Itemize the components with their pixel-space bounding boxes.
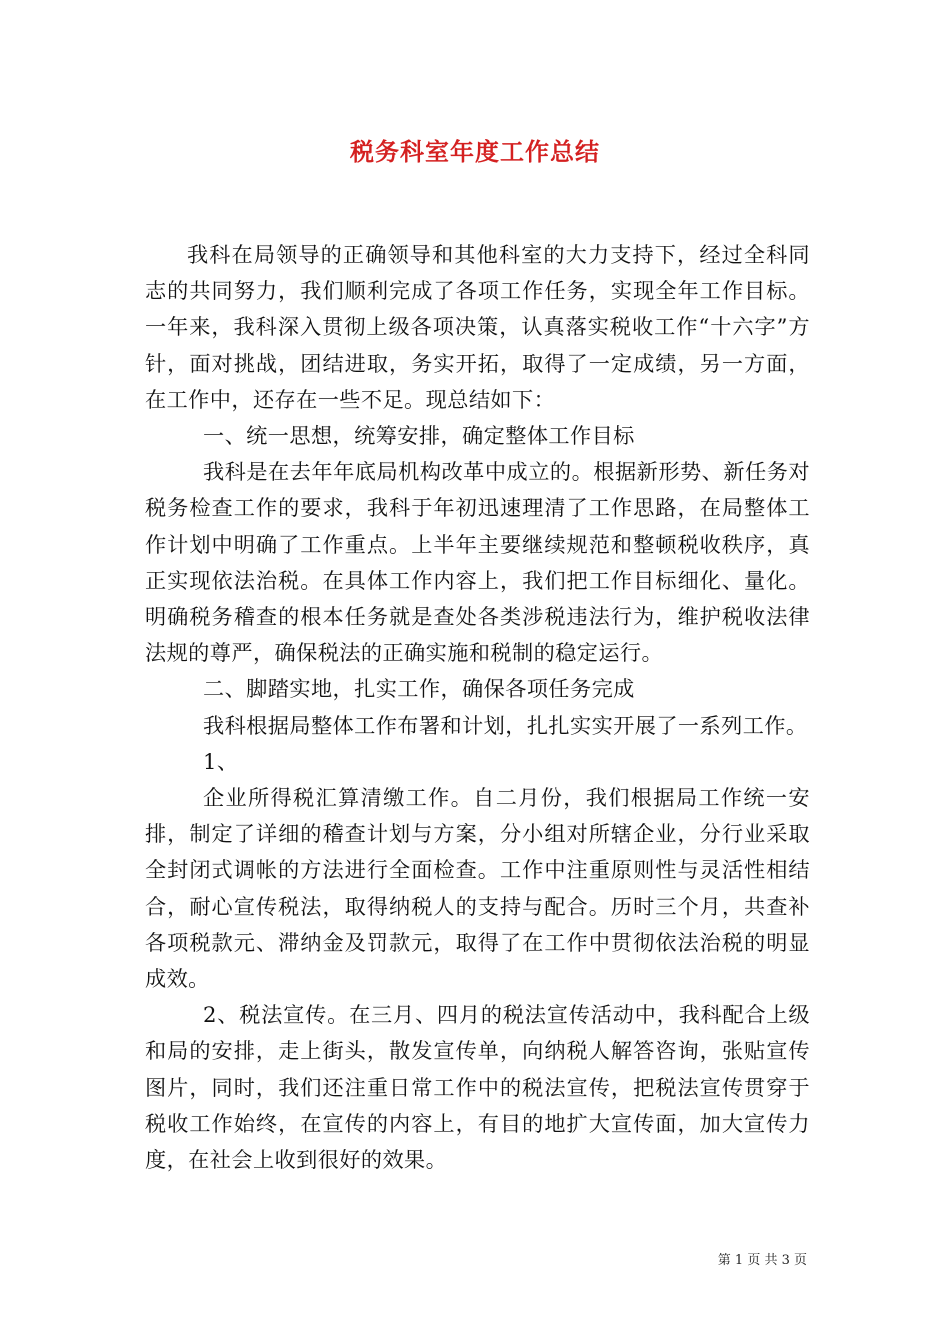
section-heading-1: 一、统一思想，统筹安排，确定整体工作目标 bbox=[203, 423, 635, 449]
intro-paragraph: 我科在局领导的正确领导和其他科室的大力支持下，经过全科同志的共同努力，我们顺利完成了各项工作任务，实现全年工作目标。一年来，我科深入贯彻上级各项决策，认真落实税收工作“十六字”方针，面对挑战，团结进取，务实开拓，取得了一定成绩，另一方面，在工作中，还存在一些不足。现总结如下： bbox=[145, 242, 810, 412]
document-body bbox=[145, 237, 810, 1178]
section-2-intro-paragraph: 我科根据局整体工作布署和计划，扎扎实实开展了一系列工作。 bbox=[203, 712, 808, 738]
item-1-paragraph: 企业所得税汇算清缴工作。自二月份，我们根据局工作统一安排，制定了详细的稽查计划与方案，分小组对所辖企业，分行业采取全封闭式调帐的方法进行全面检查。工作中注重原则性与灵活性相结合，耐心宣传税法，取得纳税人的支持与配合。历时三个月，共查补各项税款元、滞纳金及罚款元，取得了在工作中贯彻依法治税的明显成效。 bbox=[145, 785, 810, 992]
item-1-number: 1、 bbox=[203, 748, 239, 774]
section-1-paragraph: 我科是在去年年底局机构改革中成立的。根据新形势、新任务对税务检查工作的要求，我科于年初迅速理清了工作思路，在局整体工作计划中明确了工作重点。上半年主要继续规范和整顿税收秩序，真正实现依法治税。在具体工作内容上，我们把工作目标细化、量化。明确税务稽查的根本任务就是查处各类涉税违法行为，维护税收法律法规的尊严，确保税法的正确实施和税制的稳定运行。 bbox=[145, 459, 810, 666]
item-2-paragraph: 2、税法宣传。在三月、四月的税法宣传活动中，我科配合上级和局的安排，走上街头，散发宣传单，向纳税人解答咨询，张贴宣传图片，同时，我们还注重日常工作中的税法宣传，把税法宣传贯穿于税收工作始终，在宣传的内容上，有目的地扩大宣传面，加大宣传力度，在社会上收到很好的效果。 bbox=[145, 1002, 810, 1173]
page-number: 第 1 页 共 3 页 bbox=[717, 1253, 807, 1268]
section-heading-2: 二、脚踏实地，扎实工作，确保各项任务完成 bbox=[203, 676, 635, 702]
document-title: 税务科室年度工作总结 bbox=[350, 138, 600, 166]
